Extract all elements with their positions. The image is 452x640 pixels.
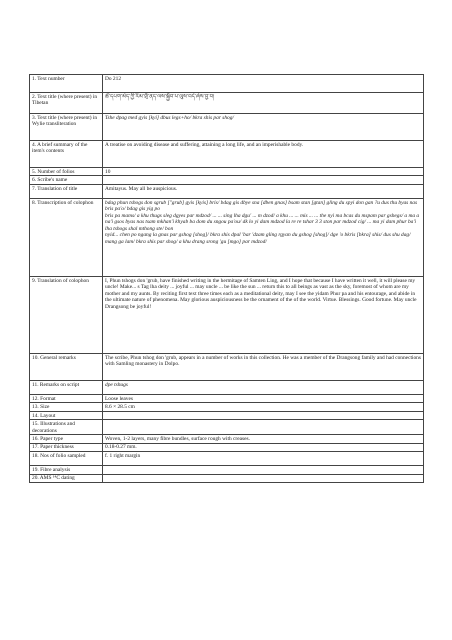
row-value: Loose leaves <box>103 394 424 402</box>
row-value: 10 <box>103 168 424 176</box>
row-paper-thickness <box>30 443 424 451</box>
row-label: 16. Paper type <box>30 435 103 443</box>
row-label: 15. Illustrations and decorations <box>30 420 103 435</box>
row-value: Do 212 <box>103 75 424 93</box>
row-label: 19. Fibre analysis <box>30 466 103 474</box>
row-label: 13. Size <box>30 403 103 411</box>
row-value: I, Phun tshogs don 'grub, have finished writing in the hermitage of Samten Ling, and I hope that because I have written it well, it will please my uncle! Make... s Tag lha deity ... joyful ... may uncle ... be like the sun ... return this to all beings as vast as the sky, foremost of whom are my mother and my aunts. By reciting first text three times each as a meditational deity, may I see the yidam Phur pa and his entourage, and abide in the ultimate nature of phenomena. May glorious auspiciousness be the ornament of the of the world. Virtue. Blessings. Good fortune. May uncle Drangsong be joyful! <box>103 276 424 353</box>
row-value <box>103 176 424 184</box>
row-value: ཚེ་དཔག་མེད་ཀྱི་རིམ་གྲོ་ནད་ལས་སྐྱོབ་པ་ལུས་བདེ་ཞེས་བྱ་བ། <box>103 93 424 114</box>
row-value: Amitayus. May all be auspicious. <box>103 184 424 198</box>
row-label: 5. Number of folios <box>30 168 103 176</box>
row-label: 8. Transcription of colophon <box>30 198 103 276</box>
row-label: 14. Layout <box>30 411 103 419</box>
row-size <box>30 403 424 411</box>
row-format <box>30 394 424 402</box>
row-label: 20. AMS ¹⁴C dating <box>30 474 103 482</box>
row-label: 1. Text number <box>30 75 103 93</box>
row-value: f. 1 right margin <box>103 452 424 466</box>
row-value <box>103 474 424 482</box>
row-label: 12. Format <box>30 394 103 402</box>
row-label: 4. A brief summary of the item's contents <box>30 141 103 168</box>
row-ams-dating <box>30 474 424 482</box>
row-scribe <box>30 176 424 184</box>
row-label: 17. Paper thickness <box>30 443 103 451</box>
row-summary <box>30 141 424 168</box>
row-colophon-translation <box>30 276 424 353</box>
row-value: Tshe dpag med gyis [kyi] dbus legs+ho/ bkra shis par shog/ <box>103 114 424 141</box>
row-colophon-transcription <box>30 198 424 276</box>
row-label: 11. Remarks on script <box>30 380 103 394</box>
row-value: 0.18-0.27 mm. <box>103 443 424 451</box>
row-tibetan-title <box>30 93 424 114</box>
row-value <box>103 411 424 419</box>
row-folio-sampled <box>30 452 424 466</box>
row-wylie-title <box>30 114 424 141</box>
row-label: 7. Translation of title <box>30 184 103 198</box>
row-value: dpe tshugs <box>103 380 424 394</box>
row-label: 9. Translation of colophon <box>30 276 103 353</box>
row-folios <box>30 168 424 176</box>
row-label: 6. Scribe's name <box>30 176 103 184</box>
row-illustrations <box>30 420 424 435</box>
row-paper-type <box>30 435 424 443</box>
row-text-number <box>30 75 424 93</box>
row-value: A treatise on avoiding disease and suffering, attaining a long life, and an imperishable body. <box>103 141 424 168</box>
row-value: 8.6 × 28.5 cm <box>103 403 424 411</box>
row-title-translation <box>30 184 424 198</box>
row-value <box>103 466 424 474</box>
row-general-remarks <box>30 353 424 380</box>
row-label: 10. General remarks <box>30 353 103 380</box>
row-value: The scribe, Phun tshog don 'grub, appears in a number of works in this collection. He was a member of the Drangsong family and had connections with Samling monastery in Dolpo. <box>103 353 424 380</box>
row-label: 2. Text title (where present) in Tibetan <box>30 93 103 114</box>
row-layout <box>30 411 424 419</box>
row-value: Woven, 1-2 layers, many fibre bundles, surface rough with creases. <box>103 435 424 443</box>
catalogue-record-table <box>29 74 424 483</box>
row-fibre-analysis <box>30 466 424 474</box>
row-label: 18. Nos of folio sampled <box>30 452 103 466</box>
row-value <box>103 420 424 435</box>
row-label: 3. Text title (where present) in Wylie transliteration <box>30 114 103 141</box>
row-value: bdag phun tshogs don sgrub ["grub] gyis [kyis] bris/ bdag gis dbye sna [dben gnas] bsam stan [gtan] gling du spyi don gan ?u dus thu byas nas bris pa'o/ bdag gis yig po bris pa mams/ a khu thugs sleg dgyes par mdzod/ ... ... sing lha dgu' ... m dzod/ a khu ... ... mis ... ... the nyi ma bcas du mspam par gshegs/ a ma a na'i gsos byas nas tsam mkhan'i khyab ba dom du sngou pa'ou/ dk lo yi dam mdzod la re re tshar 3 3 ston par mdzod cig/ ... ma yi dam phur ba'i lha tshogs shal mthong ste/ bon nyid... chen po ngang la gnas par gshog [shog]/ bkra shis dpal 'bar 'dzam gling rgyan du gshog [shog]/ dge 'o bkris [bkra] shis/ dus shu dag/ mang ga lam/ bkra shis par shog/ a khu drang srong 'gu [mgo] par mdzod/ <box>103 198 424 276</box>
row-script-remarks <box>30 380 424 394</box>
